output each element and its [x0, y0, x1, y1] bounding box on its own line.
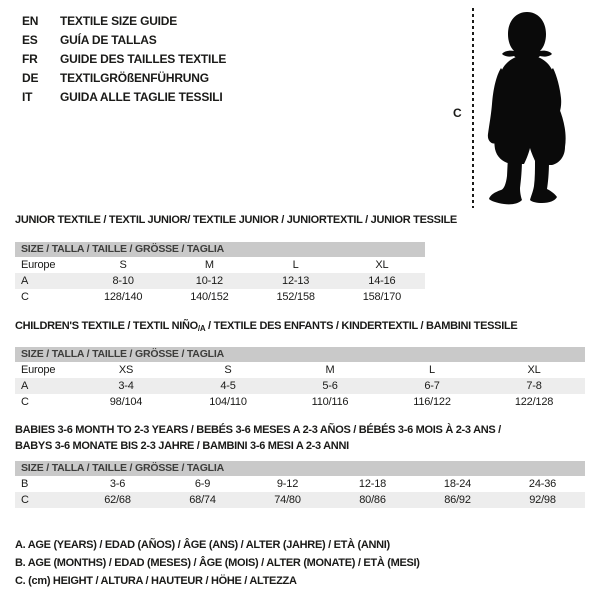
- row-label: B: [21, 478, 29, 490]
- legend-line-c: C. (cm) HEIGHT / ALTURA / HAUTEUR / HÖHE / ALTEZZA: [15, 575, 297, 587]
- cell: 3-6: [109, 478, 126, 490]
- language-code: DE: [22, 71, 39, 85]
- cell: 14-16: [368, 275, 396, 287]
- cell: 3-4: [118, 380, 134, 392]
- legend-line-b: B. AGE (MONTHS) / EDAD (MESES) / ÂGE (MOIS) / ALTER (MONATE) / ETÀ (MESI): [15, 557, 420, 569]
- cell: 104/110: [209, 396, 247, 408]
- cell: XL: [375, 259, 389, 271]
- cell: 9-12: [276, 478, 299, 490]
- title-line: BABYS 3-6 MONATE BIS 2-3 JAHRE / BAMBINI 3-6 MESI A 2-3 ANNI: [15, 440, 349, 452]
- childrens-textile-table: [15, 347, 585, 410]
- cell: XL: [527, 364, 541, 376]
- cell: 7-8: [526, 380, 542, 392]
- language-row: [22, 50, 226, 69]
- table-row: [15, 362, 585, 378]
- toddler-silhouette-icon: [484, 8, 572, 208]
- cell: M: [204, 259, 214, 271]
- cell: 18-24: [443, 478, 472, 490]
- cell: 158/170: [362, 291, 402, 303]
- cell: 6-9: [194, 478, 211, 490]
- childrens-textile-title: [15, 320, 517, 333]
- table-row: [15, 492, 585, 508]
- row-label: C: [21, 494, 29, 506]
- row-label: A: [21, 275, 29, 287]
- table-row: [15, 394, 585, 410]
- size-header-band: SIZE / TALLA / TAILLE / GRÖSSE / TAGLIA: [15, 461, 585, 476]
- row-label: A: [21, 380, 29, 392]
- title-part: CHILDREN'S TEXTILE / TEXTIL NIÑO: [15, 320, 198, 332]
- row-label: Europe: [21, 259, 56, 271]
- cell: L: [292, 259, 299, 271]
- title-part: / TEXTILE DES ENFANTS / KINDERTEXTIL / BAMBINI TESSILE: [205, 320, 518, 332]
- language-code: ES: [22, 33, 38, 47]
- language-label: GUIDA ALLE TAGLIE TESSILI: [60, 90, 223, 104]
- language-label: TEXTILGRÖßENFÜHRUNG: [60, 71, 209, 85]
- cell: 4-5: [220, 380, 236, 392]
- language-label: TEXTILE SIZE GUIDE: [60, 14, 178, 28]
- cell: 24-36: [528, 478, 557, 490]
- title-line: BABIES 3-6 MONTH TO 2-3 YEARS / BEBÉS 3-6 MESES A 2-3 AÑOS / BÉBÉS 3-6 MOIS À 2-3 ANS /: [15, 424, 501, 436]
- cell: 68/74: [189, 494, 216, 506]
- cell: 128/140: [103, 291, 143, 303]
- cell: 80/86: [359, 494, 386, 506]
- cell: 5-6: [322, 380, 338, 392]
- language-code: IT: [22, 90, 33, 104]
- legend-line-a: A. AGE (YEARS) / EDAD (AÑOS) / ÂGE (ANS) / ALTER (JAHRE) / ETÀ (ANNI): [15, 539, 390, 551]
- size-header-band: SIZE / TALLA / TAILLE / GRÖSSE / TAGLIA: [15, 242, 425, 257]
- cell: 98/104: [109, 396, 143, 408]
- junior-textile-title: JUNIOR TEXTILE / TEXTIL JUNIOR/ TEXTILE JUNIOR / JUNIORTEXTIL / JUNIOR TESSILE: [15, 214, 457, 226]
- table-row: [15, 476, 585, 492]
- table-row: [15, 289, 425, 305]
- cell: 86/92: [444, 494, 471, 506]
- row-label: C: [21, 291, 29, 303]
- table-row: [15, 273, 425, 289]
- language-row: [22, 88, 226, 107]
- cell: 74/80: [274, 494, 301, 506]
- table-row: [15, 257, 425, 273]
- cell: L: [429, 364, 435, 376]
- cell: 62/68: [104, 494, 131, 506]
- cell: 140/152: [190, 291, 229, 303]
- height-measure-dotted-line: [472, 8, 474, 208]
- language-row: [22, 12, 226, 31]
- language-row: [22, 31, 226, 50]
- language-label: GUÍA DE TALLAS: [60, 33, 157, 47]
- babies-textile-table: [15, 461, 585, 508]
- table-row: [15, 378, 585, 394]
- cell: 12-18: [358, 478, 387, 490]
- cell: 122/128: [514, 396, 554, 408]
- cell: 12-13: [282, 275, 310, 287]
- language-label: GUIDE DES TAILLES TEXTILE: [60, 52, 227, 66]
- language-row: [22, 69, 226, 88]
- title-subscript: /A: [197, 324, 206, 333]
- row-label: Europe: [21, 364, 56, 376]
- cell: 8-10: [112, 275, 134, 287]
- legend: [15, 536, 420, 590]
- size-header-band: SIZE / TALLA / TAILLE / GRÖSSE / TAGLIA: [15, 347, 585, 362]
- junior-textile-table: [15, 242, 425, 305]
- row-label: C: [21, 396, 29, 408]
- cell: 116/122: [413, 396, 451, 408]
- cell: S: [224, 364, 232, 376]
- language-code: EN: [22, 14, 39, 28]
- language-code: FR: [22, 52, 38, 66]
- babies-textile-title: [15, 422, 501, 454]
- cell: XS: [118, 364, 134, 376]
- cell: M: [325, 364, 335, 376]
- cell: 92/98: [529, 494, 556, 506]
- cell: S: [119, 259, 127, 271]
- height-measure-label: C: [453, 106, 462, 120]
- cell: 110/116: [311, 396, 349, 408]
- language-list: [22, 12, 226, 107]
- cell: 152/158: [276, 291, 315, 303]
- cell: 10-12: [195, 275, 223, 287]
- cell: 6-7: [424, 380, 440, 392]
